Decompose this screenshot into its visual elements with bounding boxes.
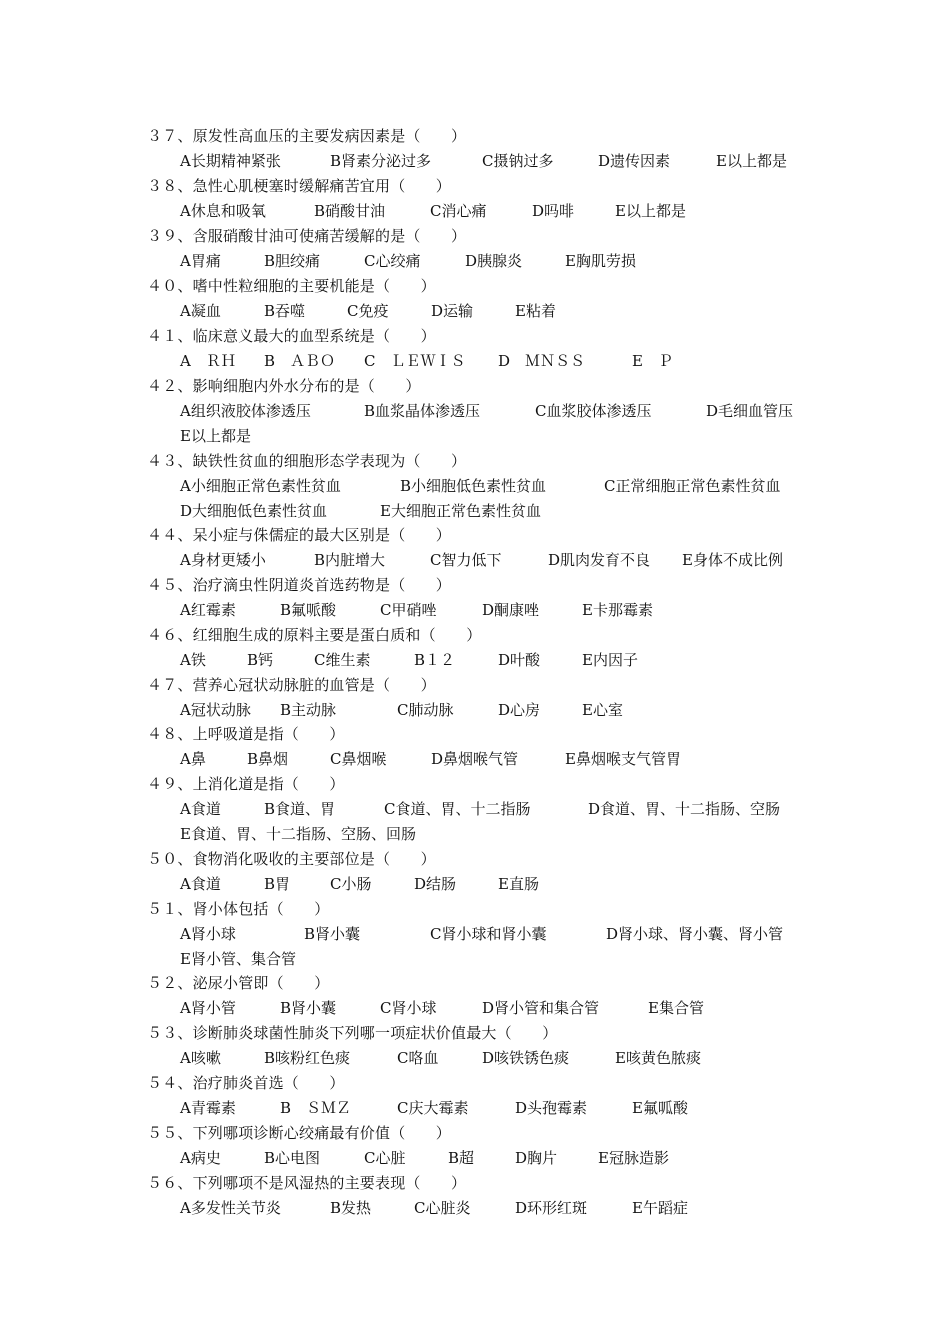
option-d: D肾小球、肾小囊、肾小管 — [606, 925, 784, 943]
option-a: A肾小管 — [180, 999, 236, 1017]
question-stem: ４８、上呼吸道是指（ ） — [147, 725, 345, 743]
option-c: C甲硝唑 — [380, 601, 437, 619]
option-row-2 — [0, 427, 950, 445]
option-c: C咯血 — [397, 1049, 439, 1067]
option-row — [0, 701, 950, 719]
option-d: D酮康唑 — [482, 601, 540, 619]
question-stem: ５５、下列哪项诊断心绞痛最有价值（ ） — [147, 1124, 452, 1142]
option-a: A组织液胶体渗透压 — [180, 402, 311, 420]
option-a: A病史 — [180, 1149, 221, 1167]
option-c: C肺动脉 — [397, 701, 454, 719]
option-a: A食道 — [180, 875, 221, 893]
option-d: D肾小管和集合管 — [482, 999, 600, 1017]
option-c: C小肠 — [330, 875, 372, 893]
option-row — [0, 601, 950, 619]
option-b: B肾素分泌过多 — [330, 152, 432, 170]
option-row — [0, 1149, 950, 1167]
option-row — [0, 152, 950, 170]
question-stem: ４９、上消化道是指（ ） — [147, 775, 345, 793]
option-e: E Ｐ — [632, 352, 673, 370]
option-row — [0, 875, 950, 893]
option-row — [0, 1099, 950, 1117]
option-a: A身材更矮小 — [180, 551, 266, 569]
question-stem: ５０、食物消化吸收的主要部位是（ ） — [147, 850, 436, 868]
option-e: E氟呱酸 — [632, 1099, 688, 1117]
option-b: B胃 — [264, 875, 291, 893]
option-c: C免疫 — [347, 302, 389, 320]
option-d: D遗传因素 — [598, 152, 671, 170]
option-e: E冠脉造影 — [598, 1149, 669, 1167]
option-row — [0, 999, 950, 1017]
option-e: E身体不成比例 — [682, 551, 783, 569]
option-b: B胆绞痛 — [264, 252, 321, 270]
option-c: C心绞痛 — [364, 252, 421, 270]
question-stem: ５２、泌尿小管即（ ） — [147, 974, 330, 992]
option-a: A肾小球 — [180, 925, 236, 943]
option-e: E咳黄色脓痰 — [615, 1049, 701, 1067]
question-stem: ４３、缺铁性贫血的细胞形态学表现为（ ） — [147, 452, 467, 470]
option-a: A鼻 — [180, 750, 206, 768]
option-d: D咳铁锈色痰 — [482, 1049, 570, 1067]
option-e: E以上都是 — [180, 427, 251, 445]
option-row-2 — [0, 825, 950, 843]
question-stem: ３９、含服硝酸甘油可使痛苦缓解的是（ ） — [147, 227, 467, 245]
option-d: D食道、胃、十二指肠、空肠 — [588, 800, 781, 818]
option-b: B咳粉红色痰 — [264, 1049, 351, 1067]
option-a: A青霉素 — [180, 1099, 236, 1117]
question-stem: ４７、营养心冠状动脉脏的血管是（ ） — [147, 676, 436, 694]
option-b12: B１２ — [414, 651, 456, 669]
option-e: E以上都是 — [615, 202, 686, 220]
option-a: A ＲＨ — [180, 352, 236, 370]
option-c: C智力低下 — [430, 551, 502, 569]
option-d: D结肠 — [414, 875, 457, 893]
option-d: D头孢霉素 — [515, 1099, 588, 1117]
option-e: E集合管 — [648, 999, 704, 1017]
option-a: A休息和吸氧 — [180, 202, 266, 220]
option-b: B氟哌酸 — [280, 601, 337, 619]
option-b: B鼻烟 — [247, 750, 289, 768]
option-b: B ＡＢＯ — [264, 352, 336, 370]
option-a: A冠状动脉 — [180, 701, 251, 719]
option-c: C维生素 — [314, 651, 371, 669]
option-d: D胰腺炎 — [465, 252, 523, 270]
option-c: C正常细胞正常色素性贫血 — [604, 477, 781, 495]
option-b-ultrasound: B超 — [448, 1149, 475, 1167]
option-e: E大细胞正常色素性贫血 — [380, 502, 541, 520]
option-c: C血浆胶体渗透压 — [535, 402, 652, 420]
option-b: B肾小囊 — [280, 999, 337, 1017]
option-e: E直肠 — [498, 875, 539, 893]
option-d: D毛细血管压 — [706, 402, 794, 420]
option-row — [0, 352, 950, 370]
option-b: B内脏增大 — [314, 551, 386, 569]
option-row-2 — [0, 502, 950, 520]
option-e: E心室 — [582, 701, 623, 719]
option-e: E以上都是 — [716, 152, 787, 170]
question-stem: ４０、嗜中性粒细胞的主要机能是（ ） — [147, 277, 436, 295]
option-d: D吗啡 — [532, 202, 575, 220]
option-c: C ＬＥＷＩＳ — [364, 352, 466, 370]
option-e: E食道、胃、十二指肠、空肠、回肠 — [180, 825, 416, 843]
option-d: D肌肉发育不良 — [548, 551, 651, 569]
option-b: B肾小囊 — [304, 925, 361, 943]
option-b: B小细胞低色素性贫血 — [400, 477, 547, 495]
option-e: E午蹈症 — [632, 1199, 688, 1217]
option-e: E粘着 — [515, 302, 556, 320]
option-e: E胸肌劳损 — [565, 252, 636, 270]
option-row — [0, 202, 950, 220]
option-row — [0, 1049, 950, 1067]
option-b: B硝酸甘油 — [314, 202, 386, 220]
option-d: D大细胞低色素性贫血 — [180, 502, 328, 520]
option-row — [0, 302, 950, 320]
option-a: A食道 — [180, 800, 221, 818]
option-a: A多发性关节炎 — [180, 1199, 281, 1217]
option-e: E鼻烟喉支气管胃 — [565, 750, 681, 768]
option-c: C鼻烟喉 — [330, 750, 387, 768]
question-stem: ４６、红细胞生成的原料主要是蛋白质和（ ） — [147, 626, 482, 644]
option-row — [0, 477, 950, 495]
question-stem: ５４、治疗肺炎首选（ ） — [147, 1074, 345, 1092]
option-row — [0, 252, 950, 270]
question-stem: ５１、肾小体包括（ ） — [147, 900, 330, 918]
option-e: E卡那霉素 — [582, 601, 653, 619]
option-c: C庆大霉素 — [397, 1099, 469, 1117]
option-d: D环形红斑 — [515, 1199, 588, 1217]
option-a: A咳嗽 — [180, 1049, 221, 1067]
option-b: B心电图 — [264, 1149, 321, 1167]
question-stem: ５６、下列哪项不是风湿热的主要表现（ ） — [147, 1174, 467, 1192]
option-c: C摄钠过多 — [482, 152, 554, 170]
option-a: A长期精神紧张 — [180, 152, 281, 170]
option-d: D胸片 — [515, 1149, 558, 1167]
option-a: A铁 — [180, 651, 206, 669]
question-stem: ５３、诊断肺炎球菌性肺炎下列哪一项症状价值最大（ ） — [147, 1024, 558, 1042]
question-stem: ４５、治疗滴虫性阴道炎首选药物是（ ） — [147, 576, 452, 594]
option-b: B发热 — [330, 1199, 372, 1217]
option-d: D鼻烟喉气管 — [431, 750, 519, 768]
option-d: D叶酸 — [498, 651, 541, 669]
option-row — [0, 750, 950, 768]
option-b: B食道、胃 — [264, 800, 336, 818]
option-row-2 — [0, 950, 950, 968]
option-c: C食道、胃、十二指肠 — [384, 800, 531, 818]
option-b: B钙 — [247, 651, 274, 669]
option-d: D ＭＮＳＳ — [498, 352, 586, 370]
option-a: A小细胞正常色素性贫血 — [180, 477, 341, 495]
option-row — [0, 551, 950, 569]
option-row — [0, 1199, 950, 1217]
question-stem: ４２、影响细胞内外水分布的是（ ） — [147, 377, 421, 395]
option-c: C心脏炎 — [414, 1199, 471, 1217]
option-e: E内因子 — [582, 651, 638, 669]
option-a: A红霉素 — [180, 601, 236, 619]
option-row — [0, 651, 950, 669]
question-stem: ４４、呆小症与侏儒症的最大区别是（ ） — [147, 526, 452, 544]
option-a: A凝血 — [180, 302, 221, 320]
question-stem: ３８、急性心肌梗塞时缓解痛苦宜用（ ） — [147, 177, 452, 195]
option-b: B ＳＭＺ — [280, 1099, 352, 1117]
option-d: D心房 — [498, 701, 541, 719]
question-stem: ３７、原发性高血压的主要发病因素是（ ） — [147, 127, 467, 145]
option-d: D运输 — [431, 302, 474, 320]
option-a: A胃痛 — [180, 252, 221, 270]
option-row — [0, 800, 950, 818]
option-c: C肾小球和肾小囊 — [430, 925, 547, 943]
question-stem: ４１、临床意义最大的血型系统是（ ） — [147, 327, 436, 345]
option-e: E肾小管、集合管 — [180, 950, 296, 968]
option-c: C消心痛 — [430, 202, 487, 220]
option-row — [0, 402, 950, 420]
option-c: C肾小球 — [380, 999, 437, 1017]
option-b: B主动脉 — [280, 701, 337, 719]
option-b: B血浆晶体渗透压 — [364, 402, 481, 420]
option-b: B吞噬 — [264, 302, 306, 320]
option-row — [0, 925, 950, 943]
option-c: C心脏 — [364, 1149, 406, 1167]
